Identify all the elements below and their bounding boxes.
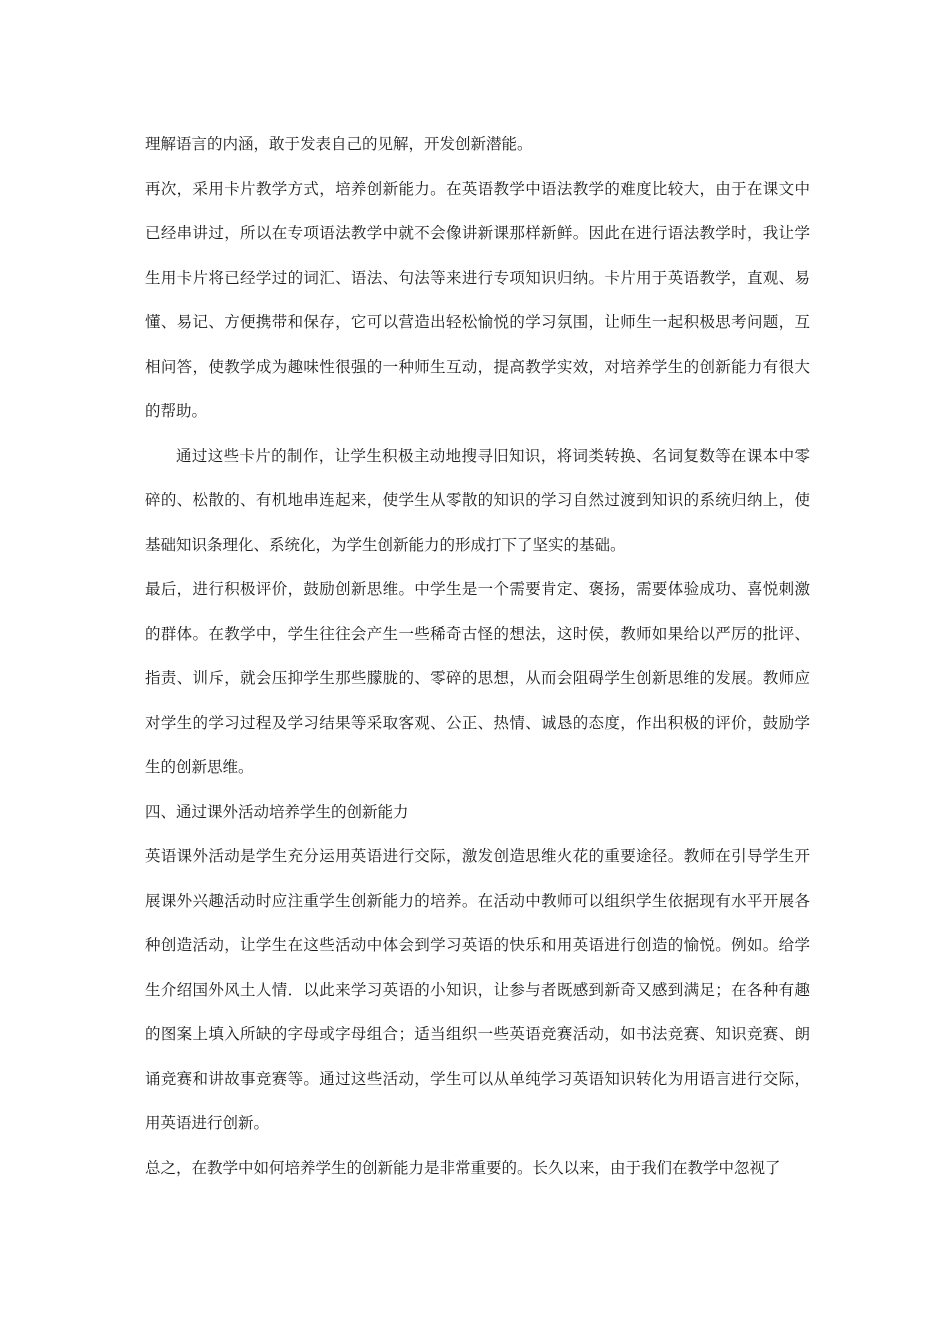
paragraph-card-teaching: 再次，采用卡片教学方式，培养创新能力。在英语教学中语法教学的难度比较大，由于在课文中已经串讲过，所以在专项语法教学中就不会像讲新课那样新鲜。因此在进行语法教学时，我让学生用卡片将已经学过的词汇、语法、句法等来进行专项知识归纳。卡片用于英语教学，直观、易懂、易记、方便携带和保存，它可以营造出轻松愉悦的学习氛围，让师生一起积极思考问题，互相问答，使教学成为趣味性很强的一种师生互动，提高教学实效，对培养学生的创新能力有很大的帮助。	[145, 179, 810, 420]
document-body	[145, 122, 810, 1190]
section-heading: 四、通过课外活动培养学生的创新能力	[145, 802, 409, 821]
paragraph-continuation: 理解语言的内涵，敢于发表自己的见解，开发创新潜能。	[145, 135, 533, 153]
paragraph-conclusion: 总之，在教学中如何培养学生的创新能力是非常重要的。长久以来，由于我们在教学中忽视了	[145, 1158, 781, 1177]
paragraph-positive-evaluation: 最后，进行积极评价，鼓励创新思维。中学生是一个需要肯定、褒扬，需要体验成功、喜悦刺激的群体。在教学中，学生往往会产生一些稀奇古怪的想法，这时侯，教师如果给以严厉的批评、指责、训斥，就会压抑学生那些朦胧的、零碎的思想，从而会阻碍学生创新思维的发展。教师应对学生的学习过程及学习结果等采取客观、公正、热情、诚恳的态度，作出积极的评价，鼓励学生的创新思维。	[145, 580, 810, 776]
paragraph-extracurricular: 英语课外活动是学生充分运用英语进行交际，激发创造思维火花的重要途径。教师在引导学生开展课外兴趣活动时应注重学生创新能力的培养。在活动中教师可以组织学生依据现有水平开展各种创造活动，让学生在这些活动中体会到学习英语的快乐和用英语进行创造的愉悦。例如。给学生介绍国外风土人情．以此来学习英语的小知识，让参与者既感到新奇又感到满足；在各种有趣的图案上填入所缺的字母或字母组合；适当组织一些英语竞赛活动，如书法竞赛、知识竞赛、朗诵竞赛和讲故事竞赛等。通过这些活动，学生可以从单纯学习英语知识转化为用语言进行交际，用英语进行创新。	[145, 847, 810, 1132]
paragraph-card-making: 通过这些卡片的制作，让学生积极主动地搜寻旧知识，将词类转换、名词复数等在课本中零碎的、松散的、有机地串连起来，使学生从零散的知识的学习自然过渡到知识的系统归纳上，使基础知识条理化、系统化，为学生创新能力的形成打下了坚实的基础。	[145, 446, 810, 554]
